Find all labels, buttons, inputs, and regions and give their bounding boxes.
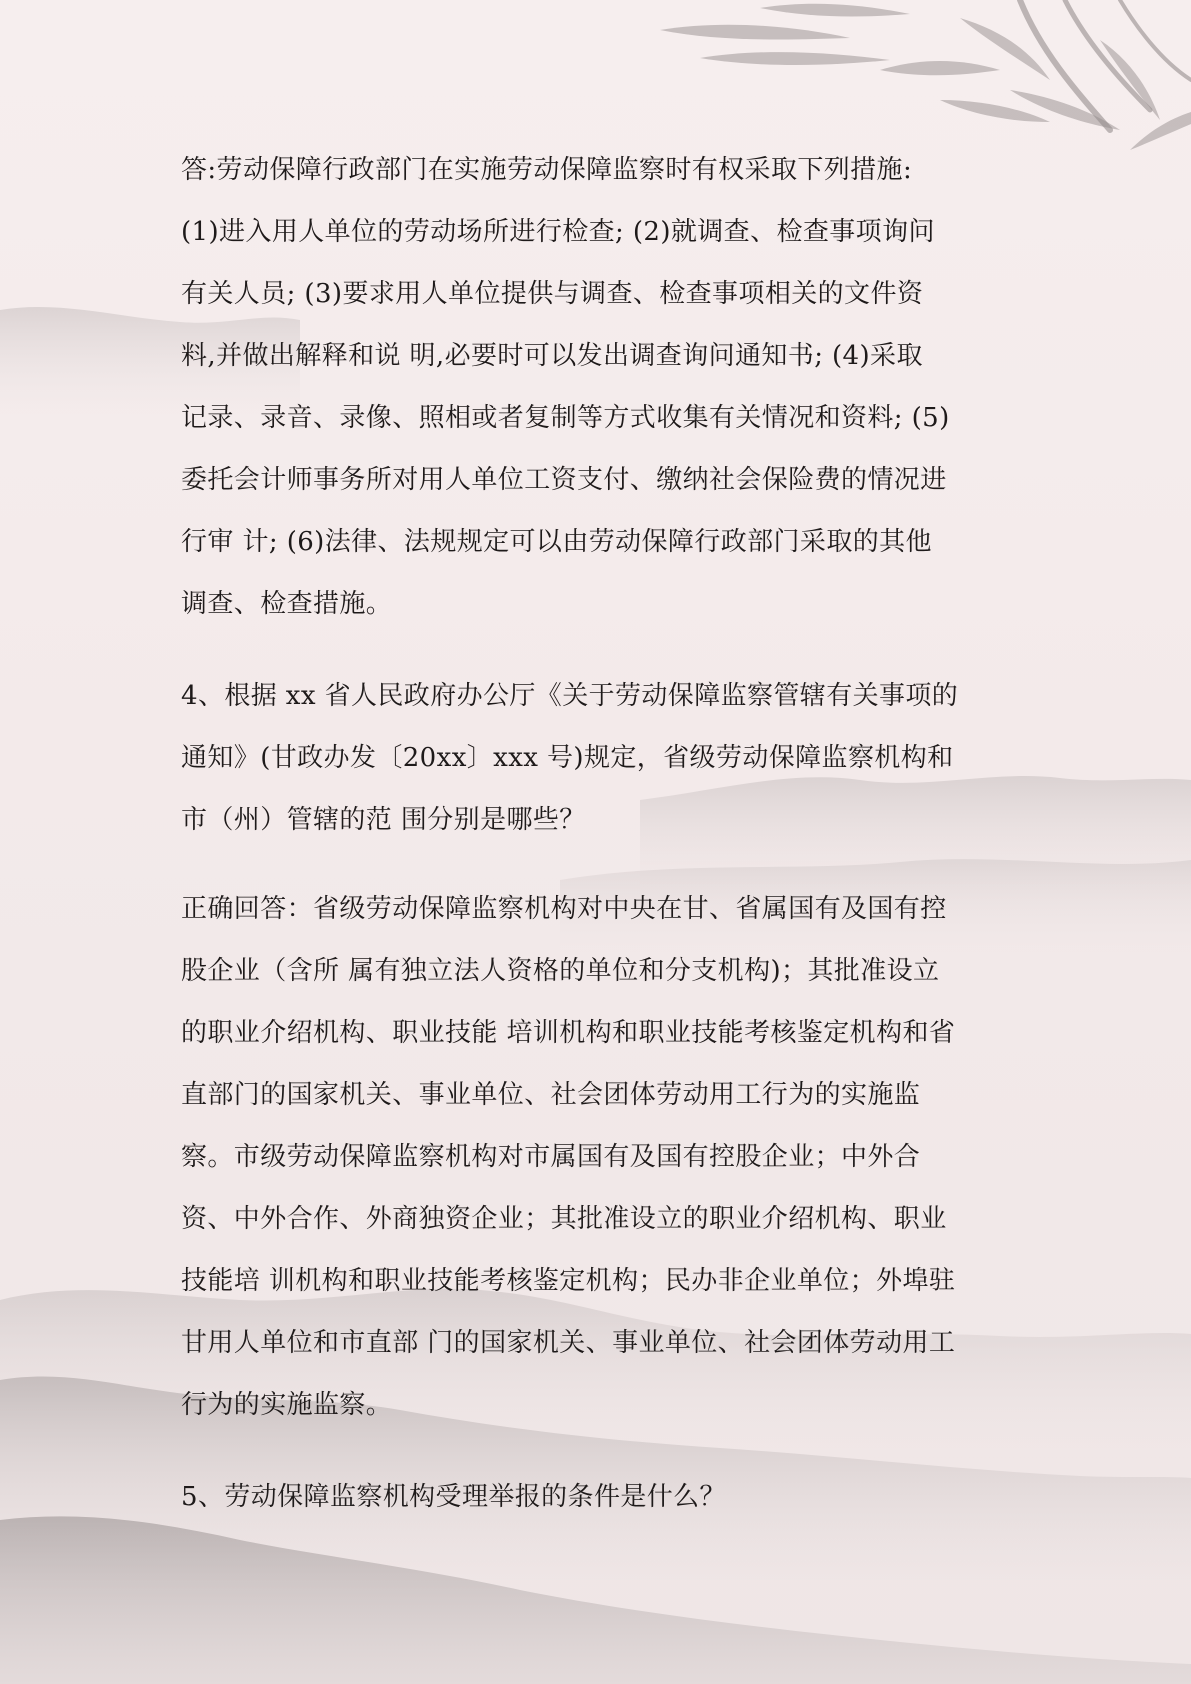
answer-3-line-7: 行审 计; (6)法律、法规规定可以由劳动保障行政部门采取的其他 [181,527,932,557]
answer-3-line-1: 答:劳动保障行政部门在实施劳动保障监察时有权采取下列措施: [181,155,913,185]
answer-4-line-8: 甘用人单位和市直部 门的国家机关、事业单位、社会团体劳动用工 [181,1328,956,1358]
question-5-line-1: 5、劳动保障监察机构受理举报的条件是什么？ [181,1482,726,1512]
answer-4-line-9: 行为的实施监察。 [181,1390,393,1420]
answer-3-line-6: 委托会计师事务所对用人单位工资支付、缴纳社会保险费的情况进 [181,465,947,495]
answer-4-line-3: 的职业介绍机构、职业技能 培训机构和职业技能考核鉴定机构和省 [181,1018,956,1048]
answer-3-line-2: (1)进入用人单位的劳动场所进行检查; (2)就调查、检查事项询问 [181,217,935,247]
answer-4-line-4: 直部门的国家机关、事业单位、社会团体劳动用工行为的实施监 [181,1080,921,1110]
answer-4-line-5: 察。市级劳动保障监察机构对市属国有及国有控股企业；中外合 [181,1142,921,1172]
answer-4-line-1: 正确回答：省级劳动保障监察机构对中央在甘、省属国有及国有控 [181,894,947,924]
question-4-line-1: 4、根据 xx 省人民政府办公厅《关于劳动保障监察管辖有关事项的 [181,681,959,711]
question-4-line-3: 市（州）管辖的范 围分别是哪些？ [181,805,586,835]
bamboo-leaves [660,4,1191,150]
bamboo-decoration [1020,0,1191,130]
answer-3-line-3: 有关人员; (3)要求用人单位提供与调查、检查事项相关的文件资 [181,279,924,309]
answer-3-line-8: 调查、检查措施。 [181,589,393,619]
answer-4-line-7: 技能培 训机构和职业技能考核鉴定机构；民办非企业单位；外埠驻 [181,1266,956,1296]
answer-4-line-6: 资、中外合作、外商独资企业；其批准设立的职业介绍机构、职业 [181,1204,947,1234]
answer-4-line-2: 股企业（含所 属有独立法人资格的单位和分支机构)；其批准设立 [181,956,940,986]
answer-3-line-4: 料,并做出解释和说 明,必要时可以发出调查询问通知书; (4)采取 [181,341,923,371]
answer-3-line-5: 记录、录音、录像、照相或者复制等方式收集有关情况和资料; (5) [181,403,950,433]
question-4-line-2: 通知》(甘政办发〔20xx〕xxx 号)规定，省级劳动保障监察机构和 [181,743,954,773]
